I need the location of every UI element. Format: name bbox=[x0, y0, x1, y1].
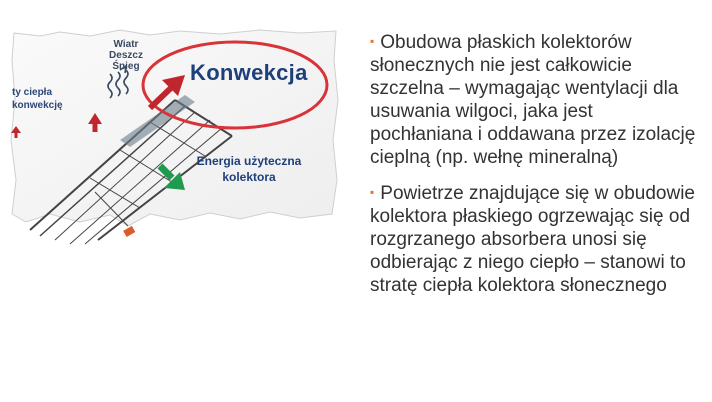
konwekcja-label: Konwekcja bbox=[190, 60, 308, 85]
heat-loss-label bbox=[12, 86, 63, 112]
text-panel bbox=[370, 30, 700, 309]
collector-diagram bbox=[0, 0, 362, 246]
weather-line: Wiatr bbox=[113, 39, 139, 50]
connector-pipe bbox=[123, 226, 135, 237]
bullet-marker-icon: ▪ bbox=[370, 34, 375, 48]
energy-label bbox=[174, 153, 324, 185]
bullet-item bbox=[370, 30, 700, 169]
collector-drawing bbox=[0, 0, 362, 246]
bullet-text: Obudowa płaskich kolektorów słonecznych nie jest całkowicie szczelna – wymagając wentylacji dla usuwania wilgoci, jaka jest pochłaniana i oddawana przez izolację cieplną (np. wełnę mineralną) bbox=[370, 32, 696, 168]
energy-line: kolektora bbox=[222, 170, 276, 184]
bullet-text: Powietrze znajdujące się w obudowie kolektora płaskiego ogrzewając się od rozgrzanego absorbera unosi się odbierając z niego ciepło – stanowi to stratę ciepła kolektora słonecznego bbox=[370, 183, 695, 296]
weather-label bbox=[106, 39, 146, 72]
weather-line: Deszcz bbox=[109, 50, 143, 61]
heat-loss-line: konwekcję bbox=[12, 100, 63, 111]
heat-loss-line: ty ciepła bbox=[12, 87, 53, 98]
energy-line: Energia użyteczna bbox=[196, 154, 302, 168]
bullet-item bbox=[370, 181, 700, 297]
bullet-marker-icon: ▪ bbox=[370, 185, 375, 199]
weather-line: Śnieg bbox=[112, 61, 140, 72]
